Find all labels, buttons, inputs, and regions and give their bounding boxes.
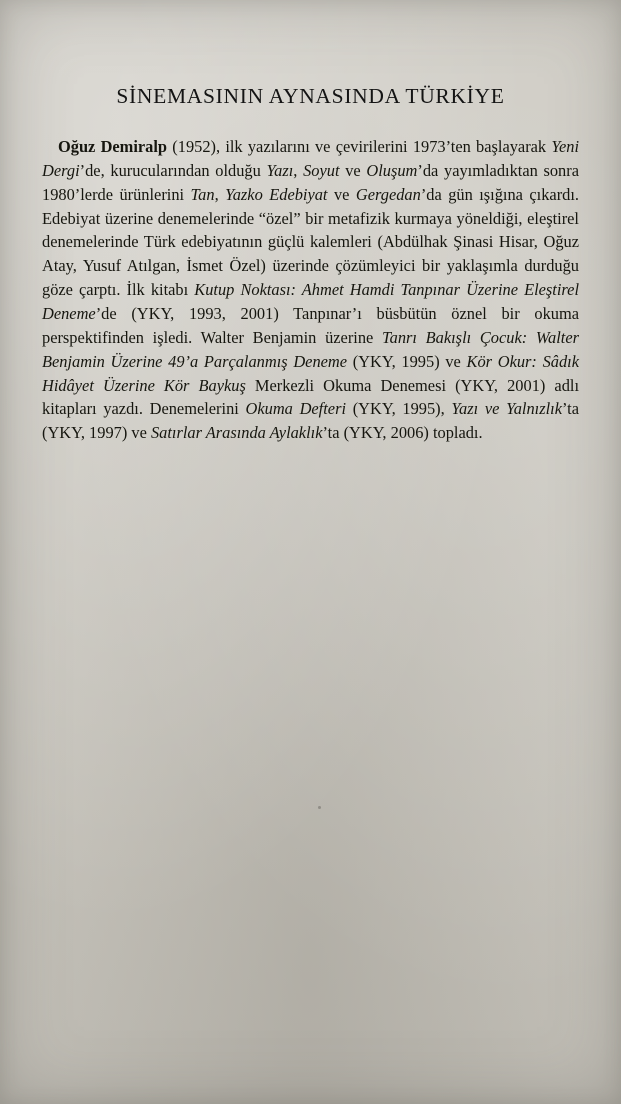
paper-speck — [318, 806, 321, 809]
page-title: SİNEMASININ AYNASINDA TÜRKİYE — [116, 84, 505, 108]
page-content — [0, 0, 621, 445]
author-biography-paragraph: Oğuz Demiralp (1952), ilk yazılarını ve çevirilerini 1973’ten başlayarak Yeni Dergi’de, kurucularından olduğu Yazı, Soyut ve Oluşum’da yayımladıktan sonra 1980’lerde ürünlerini Tan, Yazko Edebiyat ve Gergedan’da gün ışığına çıkardı. Edebiyat üzerine denemelerinde “özel” bir metafizik kurmaya yöneldiği, eleştirel denemelerinde Türk edebiyatının güçlü kalemleri (Abdülhak Şinasi Hisar, Oğuz Atay, Yusuf Atılgan, İsmet Özel) üzerinde çözümleyici bir yaklaşımla durduğu göze çarptı. İlk kitabı Kutup Noktası: Ahmet Hamdi Tanpınar Üzerine Eleştirel Deneme’de (YKY, 1993, 2001) Tanpınar’ı büsbütün öznel bir okuma perspektifinden işledi. Walter Benjamin üzerine Tanrı Bakışlı Çocuk: Walter Benjamin Üzerine 49’a Parçalanmış Deneme (YKY, 1995) ve Kör Okur: Sâdık Hidâyet Üzerine Kör Baykuş Merkezli Okuma Denemesi (YKY, 2001) adlı kitapları yazdı. Denemelerini Okuma Defteri (YKY, 1995), Yazı ve Yalnızlık’ta (YKY, 1997) ve Satırlar Arasında Aylaklık’ta (YKY, 2006) topladı. — [42, 137, 580, 443]
